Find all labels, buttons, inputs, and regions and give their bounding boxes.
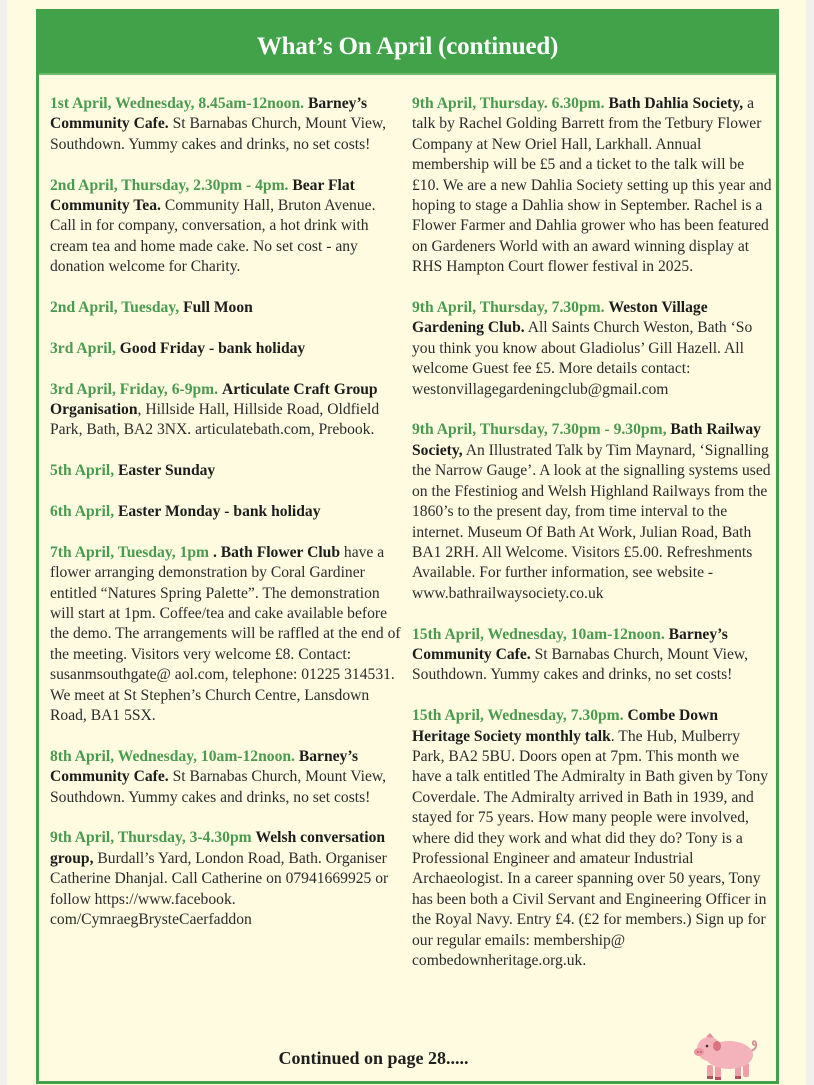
event-date: 9th April, Thursday, 7.30pm - 9.30pm, xyxy=(412,421,667,439)
event-date: 8th April, Wednesday, 10am-12noon. xyxy=(50,747,295,765)
event-description: All Saints Church Weston, Bath ‘So you think you know about Gladiolus’ Gill Hazell. All welcome Guest fee £5. More details contact: westonvillagegardeningclub@gmail.com xyxy=(412,319,753,398)
event-description: . The Hub, Mulberry Park, BA2 5BU. Doors open at 7pm. This month we have a talk entitled The Admiralty in Bath given by Tony Coverdale. The Admiralty arrived in Bath in 1939, and stayed for 75 years. How many people were involved, where did they work and what did they do? Tony is a Professional Engineer and amateur Industrial Archaeologist. In a career spanning over 50 years, Tony has been both a Civil Servant and Engineering Officer in the Royal Navy. Entry £4. (£2 for members.) Sign up for our regular emails: membership@ combedownheritage.org.uk. xyxy=(412,727,769,969)
event-listing xyxy=(412,625,772,686)
event-date: 6th April, xyxy=(50,503,115,521)
event-date: 5th April, xyxy=(50,462,115,480)
event-title: Bear Flat Community Tea. xyxy=(50,176,355,215)
event-listing xyxy=(50,828,402,930)
pig-eye xyxy=(706,1045,709,1048)
event-date: 15th April, Wednesday, 7.30pm. xyxy=(412,707,624,725)
event-title: Full Moon xyxy=(183,299,253,317)
event-title: Combe Down Heritage Society monthly talk xyxy=(412,707,719,745)
whats-on-frame xyxy=(36,9,779,1084)
event-listing xyxy=(50,94,402,155)
event-listing xyxy=(412,706,772,971)
event-listing xyxy=(50,747,402,808)
event-listing xyxy=(50,298,402,318)
event-listing xyxy=(412,420,772,604)
event-title: Barney’s Community Cafe. xyxy=(50,95,368,133)
event-date: 7th April, Tuesday, 1pm xyxy=(50,543,210,561)
event-title: Welsh conversation group, xyxy=(50,829,386,867)
event-date: 3rd April, Friday, 6-9pm. xyxy=(50,380,219,398)
page-title: What’s On April (continued) xyxy=(256,33,559,60)
event-date: 2nd April, Thursday, 2.30pm - 4pm. xyxy=(50,176,289,194)
page-edge-left xyxy=(0,0,7,1085)
event-description: Community Hall, Bruton Avenue. Call in for company, conversation, a hot drink with cream tea and home made cake. No set cost - any donation welcome for Charity. xyxy=(50,197,376,276)
event-listing xyxy=(50,339,402,359)
event-description: , Hillside Hall, Hillside Road, Oldfield Park, Bath, BA2 3NX. articulatebath.com, Prebook. xyxy=(50,401,380,439)
event-listing xyxy=(412,94,772,278)
event-title: Bath Dahlia Society, xyxy=(608,95,744,112)
event-date: 1st April, Wednesday, 8.45am-12noon. xyxy=(50,95,305,112)
event-title: Barney’s Community Cafe. xyxy=(50,747,359,786)
header-banner xyxy=(39,12,776,75)
event-description: St Barnabas Church, Mount View, Southdown. Yummy cakes and drinks, no set costs! xyxy=(50,768,387,806)
event-description: a talk by Rachel Golding Barrett from the Tetbury Flower Company at New Oriel Hall, Larkhall. Annual membership will be £5 and a ticket to the talk will be £10. We are a new Dahlia Society setting up this year and hoping to stage a Dahlia show in September. Rachel is a Flower Farmer and Dahlia grower who has been featured on Gardeners World with an award winning display at RHS Hampton Court flower festival in 2025. xyxy=(412,95,772,276)
event-title: Good Friday - bank holiday xyxy=(119,339,306,357)
event-date: 9th April, Thursday, 7.30pm. xyxy=(412,299,605,317)
page-edge-right xyxy=(806,0,814,1085)
event-date: 15th April, Wednesday, 10am-12noon. xyxy=(412,625,665,643)
event-date: 9th April, Thursday. 6.30pm. xyxy=(412,95,605,112)
event-title: Easter Monday - bank holiday xyxy=(118,503,321,521)
event-listing xyxy=(50,461,402,481)
event-description: St Barnabas Church, Mount View, Southdown. Yummy cakes and drinks, no set costs! xyxy=(50,115,387,153)
event-description: An Illustrated Talk by Tim Maynard, ‘Signalling the Narrow Gauge’. A look at the signalling systems used on the Ffestiniog and Welsh Highland Railways from the 1860’s to the present day, from time interval to the internet. Museum Of Bath At Work, Julian Road, Bath BA1 2RH. All Welcome. Visitors £5.00. Refreshments Available. For further information, see website - www.bathrailwaysociety.co.uk xyxy=(412,441,771,602)
event-title: Bath Railway Society, xyxy=(412,421,761,459)
event-title: . Bath Flower Club xyxy=(212,543,341,561)
event-title: Barney’s Community Cafe. xyxy=(412,625,728,663)
event-title: Articulate Craft Group Organisation xyxy=(50,380,378,419)
left-column xyxy=(50,94,402,951)
event-description: St Barnabas Church, Mount View, Southdown. Yummy cakes and drinks, no set costs! xyxy=(412,645,749,684)
event-listing xyxy=(50,502,402,522)
event-listing xyxy=(412,298,772,400)
event-title: Easter Sunday xyxy=(118,462,216,480)
event-description: have a flower arranging demonstration by Coral Gardiner entitled “Natures Spring Palette”. The demonstration will start at 1pm. Coffee/tea and cake available before the demo. The arrangements will be raffled at the end of the meeting. Visitors very welcome £8. Contact: susanmsouthgate@ aol.com, telephone: 01225 314531. We meet at St Stephen’s Church Centre, Lansdown Road, BA1 5SX. xyxy=(50,543,401,725)
pig-tail xyxy=(751,1041,756,1051)
event-date: 3rd April, xyxy=(50,339,116,357)
event-title: Weston Village Gardening Club. xyxy=(412,299,708,337)
event-listing xyxy=(50,543,402,727)
event-description: Burdall’s Yard, London Road, Bath. Organiser Catherine Dhanjal. Call Catherine on 07941669925 or follow https://www.facebook. com/CymraegBrysteCaerfaddon xyxy=(50,849,389,929)
event-date: 9th April, Thursday, 3-4.30pm xyxy=(50,829,252,847)
event-date: 2nd April, Tuesday, xyxy=(50,299,180,317)
continued-text: Continued on page 28..... xyxy=(278,1048,469,1068)
continued-footer xyxy=(39,1048,776,1069)
pig-snout xyxy=(694,1048,704,1056)
pig-icon xyxy=(689,1029,769,1083)
right-column xyxy=(412,94,772,992)
event-listing xyxy=(50,176,402,278)
event-listing xyxy=(50,380,402,441)
